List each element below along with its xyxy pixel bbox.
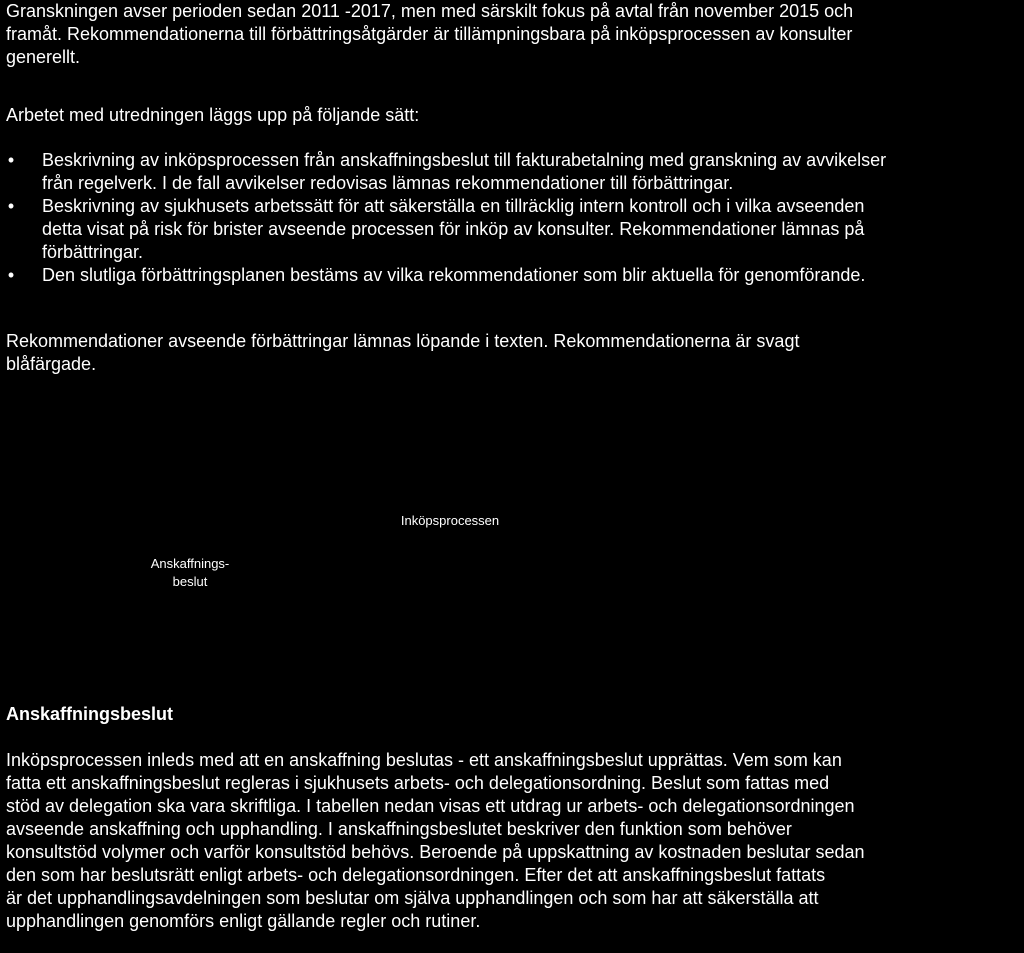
section-line: avseende anskaffning och upphandling. I anskaffningsbeslutet beskriver den funktion som behöver (6, 819, 792, 839)
bullet-symbol: • (7, 196, 15, 216)
section-line: stöd av delegation ska vara skriftliga. I tabellen nedan visas ett utdrag ur arbets- och delegationsordningen (6, 796, 855, 816)
bullet-line: Den slutliga förbättringsplanen bestäms av vilka rekommendationer som blir aktuella för genomförande. (42, 265, 866, 285)
section-line: konsultstöd volymer och varför konsultstöd behövs. Beroende på uppskattning av kostnaden beslutar sedan (6, 842, 865, 862)
bullet-item (6, 195, 1021, 264)
section-heading: Anskaffningsbeslut (6, 704, 174, 724)
diagram-title: Inköpsprocessen (400, 513, 500, 528)
intro-line: generellt. (6, 47, 81, 67)
bullet-symbol: • (7, 150, 15, 170)
method-paragraph (6, 104, 1016, 127)
method-line: Arbetet med utredningen läggs upp på följande sätt: (6, 105, 420, 125)
bullet-item (6, 264, 1021, 287)
intro-line: Granskningen avser perioden sedan 2011 -2017, men med särskilt fokus på avtal från november 2015 och (6, 1, 854, 21)
bullet-line: detta visat på risk för brister avseende processen för inköp av konsulter. Rekommendationer lämnas på (42, 219, 865, 239)
section-line: Inköpsprocessen inleds med att en anskaffning beslutas - ett anskaffningsbeslut upprättas. Vem som kan (6, 750, 842, 770)
bullet-symbol: • (7, 265, 15, 285)
diagram-step-line: beslut (172, 574, 208, 589)
intro-line: framåt. Rekommendationerna till förbättringsåtgärder är tillämpningsbara på inköpsprocessen av konsulter (6, 24, 853, 44)
method-bullet-list (6, 149, 1021, 287)
section-line: är det upphandlingsavdelningen som beslutar om själva upphandlingen och som har att säkerställa att (6, 888, 819, 908)
section-line: den som har beslutsrätt enligt arbets- och delegationsordningen. Efter det att anskaffningsbeslut fattats (6, 865, 826, 885)
bullet-line: förbättringar. (42, 242, 144, 262)
diagram-step-line: Anskaffnings- (150, 556, 230, 571)
bullet-line: från regelverk. I de fall avvikelser redovisas lämnas rekommendationer till förbättringar. (42, 173, 734, 193)
intro-paragraph (6, 0, 1016, 69)
section-line: fatta ett anskaffningsbeslut regleras i sjukhusets arbets- och delegationsordning. Beslut som fattas med (6, 773, 830, 793)
bullet-line: Beskrivning av inköpsprocessen från anskaffningsbeslut till fakturabetalning med granskning av avvikelser (42, 150, 887, 170)
bullet-item (6, 149, 1021, 195)
recommendation-note (6, 330, 1016, 376)
bullet-line: Beskrivning av sjukhusets arbetssätt för att säkerställa en tillräcklig intern kontroll och i vilka avseenden (42, 196, 865, 216)
recommendation-line: Rekommendationer avseende förbättringar lämnas löpande i texten. Rekommendationerna är svagt (6, 331, 800, 351)
diagram-step-label (130, 555, 250, 591)
recommendation-line: blåfärgade. (6, 354, 97, 374)
section-paragraph (6, 749, 1016, 933)
section-line: upphandlingen genomförs enligt gällande regler och rutiner. (6, 911, 481, 931)
